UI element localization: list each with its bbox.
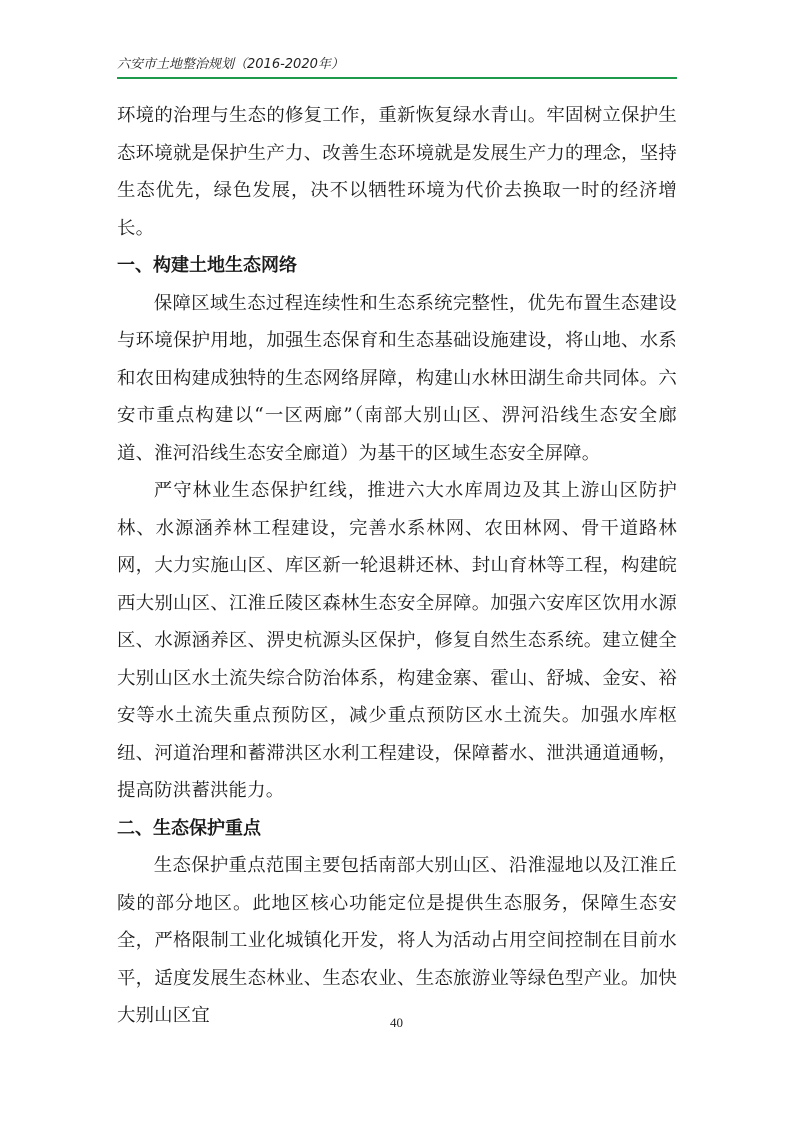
section-2-heading: 二、生态保护重点 — [117, 817, 261, 839]
page-number: 40 — [390, 1015, 403, 1030]
document-body — [117, 97, 677, 1035]
section-1-paragraph-2: 严守林业生态保护红线，推进六大水库周边及其上游山区防护林、水源涵养林工程建设，完善水系林网、农田林网、骨干道路林网，大力实施山区、库区新一轮退耕还林、封山育林等工程，构建皖西大别山区、江淮丘陵区森林生态安全屏障。加强六安库区饮用水源区、水源涵养区、淠史杭源头区保护，修复自然生态系统。建立健全大别山区水土流失综合防治体系，构建金寨、霍山、舒城、金安、裕安等水土流失重点预防区，减少重点预防区水土流失。加强水库枢纽、河道治理和蓄滞洪区水利工程建设，保障蓄水、泄洪通道通畅，提高防洪蓄洪能力。 — [117, 480, 677, 801]
intro-paragraph: 环境的治理与生态的修复工作，重新恢复绿水青山。牢固树立保护生态环境就是保护生产力、改善生态环境就是发展生产力的理念，坚持生态优先，绿色发展，决不以牺牲环境为代价去换取一时的经济增长。 — [117, 105, 677, 239]
page-header-title: 六安市土地整治规划（2016-2020年） — [117, 57, 344, 72]
header-divider — [117, 77, 677, 79]
section-1-paragraph-1: 保障区域生态过程连续性和生态系统完整性，优先布置生态建设与环境保护用地，加强生态保育和生态基础设施建设，将山地、水系和农田构建成独特的生态网络屏障，构建山水林田湖生命共同体。六安市重点构建以“一区两廊”（南部大别山区、淠河沿线生态安全廊道、淮河沿线生态安全廊道）为基干的区域生态安全屏障。 — [117, 292, 677, 464]
section-1-heading: 一、构建土地生态网络 — [117, 255, 297, 276]
section-2-paragraph-1: 生态保护重点范围主要包括南部大别山区、沿淮湿地以及江淮丘陵的部分地区。此地区核心功能定位是提供生态服务，保障生态安全，严格限制工业化城镇化开发，将人为活动占用空间控制在目前水平，适度发展生态林业、生态农业、生态旅游业等绿色型产业。加快大别山区宜 — [117, 855, 677, 1026]
